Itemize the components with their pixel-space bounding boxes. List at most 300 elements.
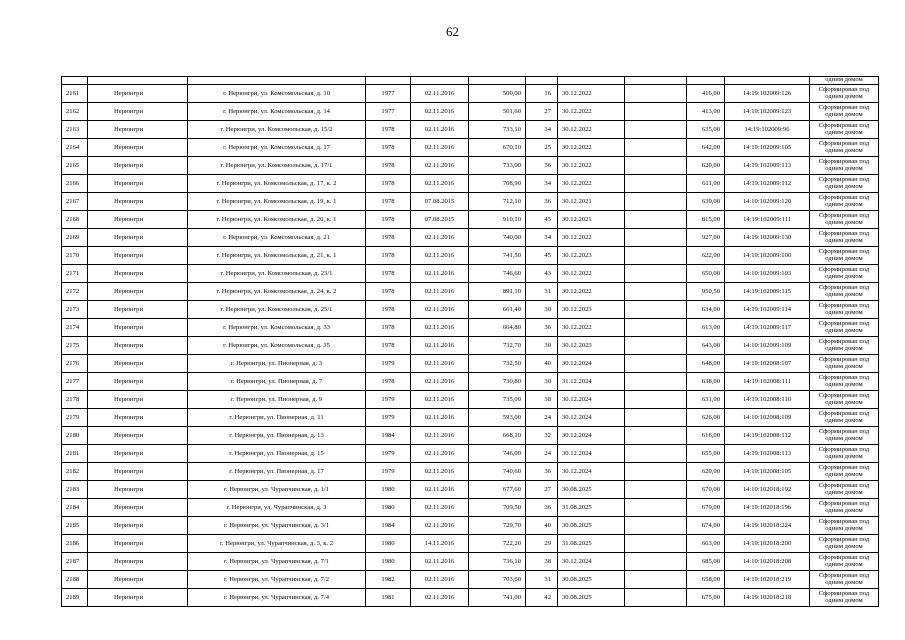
table-row <box>62 373 879 391</box>
cell-col-10: 14:19:102008:109 <box>725 409 810 427</box>
cell-col-3: 1978 <box>366 121 411 139</box>
cell-col-2: г. Нерюнгри, ул. Комсомольская, д. 20, к. 1 <box>188 211 366 229</box>
cell-note <box>810 175 879 193</box>
cell-col-5: 741,50 <box>469 247 526 265</box>
cell-col-3: 1980 <box>366 499 411 517</box>
cell-col-3: 1978 <box>366 337 411 355</box>
cell-col-4: 07.08.2015 <box>411 193 469 211</box>
note-line-2: одним домом <box>825 578 863 586</box>
cell-col-2: г. Нерюнгри, ул. Комсомольская, д. 24, к. 2 <box>188 283 366 301</box>
page-number: 62 <box>446 24 459 39</box>
cell-col-10: 14:19:102008:110 <box>725 391 810 409</box>
cell-note <box>810 85 879 103</box>
table-row <box>62 553 879 571</box>
cell-col-10: 14:19:102009:120 <box>725 193 810 211</box>
cell-col-4: 02.11.2016 <box>411 175 469 193</box>
cell-col-9: 416,00 <box>687 85 725 103</box>
cell-col-9: 648,00 <box>687 355 725 373</box>
cell-col-4: 02.11.2016 <box>411 373 469 391</box>
cell-col-9: 642,00 <box>687 139 725 157</box>
cell-col-8 <box>625 463 687 481</box>
cell-col-9: 650,00 <box>687 265 725 283</box>
cell-col-3: 1984 <box>366 427 411 445</box>
cell-col-7: 30.12.2022 <box>558 229 625 247</box>
cell-col-8 <box>625 373 687 391</box>
cell-col-5: 910,10 <box>469 211 526 229</box>
cell-col-8 <box>625 427 687 445</box>
note-line-1: Сформирован под <box>818 392 870 399</box>
cell-col-10: 14:19:102008:113 <box>725 445 810 463</box>
note-line-2: одним домом <box>825 146 863 154</box>
cell-col-3: 1978 <box>366 319 411 337</box>
note-line-2: одним домом <box>825 308 863 316</box>
cell-col-2: г. Нерюнгри, ул. Чурапчинская, д. 7/1 <box>188 553 366 571</box>
cell-col-9: 674,00 <box>687 517 725 535</box>
cell-col-8 <box>625 139 687 157</box>
cell-col-10: 14:19:102018:219 <box>725 571 810 589</box>
cell-col-1: Нерюнгри <box>88 571 188 589</box>
cell-col-10: 14:19:102008:105 <box>725 463 810 481</box>
cell-col-9: 927,00 <box>687 229 725 247</box>
cell-col-8 <box>625 175 687 193</box>
cell-col-9: 613,00 <box>687 319 725 337</box>
cell-note <box>810 427 879 445</box>
cell-col-0: 2179 <box>62 409 88 427</box>
cell-col-0: 2167 <box>62 193 88 211</box>
cell-col-6: 29 <box>526 535 558 553</box>
cell-col-9: 611,00 <box>687 175 725 193</box>
table-row <box>62 175 879 193</box>
cell-col-6: 43 <box>526 265 558 283</box>
cell-col-6: 31 <box>526 283 558 301</box>
cell-col-9: 634,00 <box>687 301 725 319</box>
note-line-2: одним домом <box>825 344 863 352</box>
cell-col-10: 14:19:102009:115 <box>725 283 810 301</box>
cell-col-0: 2165 <box>62 157 88 175</box>
cell-col-0: 2169 <box>62 229 88 247</box>
cell-col-8 <box>625 535 687 553</box>
cell-col-8 <box>625 391 687 409</box>
cell-col-3: 1978 <box>366 373 411 391</box>
table-row <box>62 121 879 139</box>
cell-col-9: 638,00 <box>687 373 725 391</box>
table-row <box>62 265 879 283</box>
note-line-2: одним домом <box>825 452 863 460</box>
note-line-2: одним домом <box>825 290 863 298</box>
cell-col-2: г. Нерюнгри, ул. Комсомольская, д. 10 <box>188 85 366 103</box>
cell-col-8 <box>625 355 687 373</box>
table-row <box>62 283 879 301</box>
note-line-2: одним домом <box>825 542 863 550</box>
cell-col-0: 2183 <box>62 481 88 499</box>
cell-col-10: 14:19:102009:111 <box>725 211 810 229</box>
table-row <box>62 535 879 553</box>
cell-col-5: 732,50 <box>469 355 526 373</box>
cell-col-8 <box>625 193 687 211</box>
cell-col-3: 1978 <box>366 139 411 157</box>
cell-col-0: 2170 <box>62 247 88 265</box>
cell-col-8 <box>625 121 687 139</box>
cell-col-7: 30.12.2022 <box>558 175 625 193</box>
continuation-note: одним домом <box>810 77 879 85</box>
cell-col-7: 30.12.2022 <box>558 139 625 157</box>
cell-col-7: 30.12.2022 <box>558 283 625 301</box>
cell-col-7: 30.12.2021 <box>558 211 625 229</box>
cell-col-2: г. Нерюнгри, ул. Комсомольская, д. 19, к. 1 <box>188 193 366 211</box>
table-row <box>62 193 879 211</box>
cell-col-3: 1979 <box>366 463 411 481</box>
cell-col-3: 1977 <box>366 85 411 103</box>
note-line-1: Сформирован под <box>818 140 870 147</box>
cell-col-6: 36 <box>526 463 558 481</box>
cell-col-9: 622,00 <box>687 247 725 265</box>
cell-col-1: Нерюнгри <box>88 229 188 247</box>
cell-col-0: 2186 <box>62 535 88 553</box>
note-line-1: Сформирован под <box>818 590 870 597</box>
cell-col-6: 30 <box>526 373 558 391</box>
cell-col-3: 1979 <box>366 391 411 409</box>
cell-note <box>810 139 879 157</box>
cell-col-0: 2177 <box>62 373 88 391</box>
cell-col-3: 1978 <box>366 301 411 319</box>
cell-note <box>810 121 879 139</box>
cell-col-3: 1978 <box>366 229 411 247</box>
cell-note <box>810 553 879 571</box>
cell-col-1: Нерюнгри <box>88 283 188 301</box>
cell-col-8 <box>625 499 687 517</box>
cell-note <box>810 157 879 175</box>
cell-col-8 <box>625 589 687 607</box>
note-line-2: одним домом <box>825 416 863 424</box>
cell-note <box>810 355 879 373</box>
cell-col-1: Нерюнгри <box>88 409 188 427</box>
cell-col-0: 2168 <box>62 211 88 229</box>
cell-col-10: 14:19:102008:107 <box>725 355 810 373</box>
table-row <box>62 103 879 121</box>
note-line-1: Сформирован под <box>818 320 870 327</box>
cell-col-4: 02.11.2016 <box>411 391 469 409</box>
cell-col-8 <box>625 517 687 535</box>
table-row-continuation <box>62 77 879 85</box>
note-line-2: одним домом <box>825 524 863 532</box>
cell-col-3: 1984 <box>366 517 411 535</box>
cell-note <box>810 517 879 535</box>
cell-note <box>810 283 879 301</box>
cell-col-10: 14:19:102018:208 <box>725 553 810 571</box>
cell-col-7: 30.08.2025 <box>558 589 625 607</box>
note-line-2: одним домом <box>825 434 863 442</box>
cell-col-6: 36 <box>526 193 558 211</box>
note-line-2: одним домом <box>825 398 863 406</box>
cell-col-9: 655,00 <box>687 445 725 463</box>
note-line-2: одним домом <box>825 110 863 118</box>
note-line-1: Сформирован под <box>818 464 870 471</box>
cell-col-8 <box>625 265 687 283</box>
note-line-2: одним домом <box>825 218 863 226</box>
cell-col-5: 501,60 <box>469 103 526 121</box>
cell-col-6: 30 <box>526 337 558 355</box>
cell-col-5: 729,70 <box>469 517 526 535</box>
cell-col-3: 1979 <box>366 445 411 463</box>
cell-col-10: 14:19:102009:112 <box>725 175 810 193</box>
note-line-1: Сформирован под <box>818 248 870 255</box>
cell-col-4: 02.11.2016 <box>411 139 469 157</box>
cell-col-8 <box>625 247 687 265</box>
cell-col-5: 891,10 <box>469 283 526 301</box>
cell-col-1: Нерюнгри <box>88 463 188 481</box>
cell-note <box>810 499 879 517</box>
cell-col-0: 2184 <box>62 499 88 517</box>
cell-col-3: 1978 <box>366 247 411 265</box>
table-row <box>62 139 879 157</box>
cell-col-10: 14:19:102009:114 <box>725 301 810 319</box>
cell-col-9: 620,00 <box>687 157 725 175</box>
cell-note <box>810 301 879 319</box>
cell-col-1: Нерюнгри <box>88 355 188 373</box>
cell-col-6: 30 <box>526 301 558 319</box>
cell-col-1: Нерюнгри <box>88 589 188 607</box>
cell-col-2: г. Нерюнгри, ул. Комсомольская, д. 25/1 <box>188 301 366 319</box>
note-line-1: Сформирован под <box>818 158 870 165</box>
cell-note <box>810 193 879 211</box>
cell-col-2: г. Нерюнгри, ул. Комсомольская, д. 17/1 <box>188 157 366 175</box>
cell-col-0: 2171 <box>62 265 88 283</box>
cell-col-7: 30.08.2025 <box>558 517 625 535</box>
cell-note <box>810 211 879 229</box>
cell-col-9: 620,00 <box>687 463 725 481</box>
cell-col-9: 670,00 <box>687 481 725 499</box>
note-line-1: Сформирован под <box>818 194 870 201</box>
table-row <box>62 391 879 409</box>
cell-col-7: 30.08.2025 <box>558 481 625 499</box>
table-row <box>62 211 879 229</box>
cell-col-6: 36 <box>526 319 558 337</box>
cell-col-7: 30.12.2022 <box>558 103 625 121</box>
cell-col-1: Нерюнгри <box>88 445 188 463</box>
cell-col-7: 30.12.2022 <box>558 157 625 175</box>
cell-col-8 <box>625 445 687 463</box>
note-line-1: Сформирован под <box>818 500 870 507</box>
table-row <box>62 319 879 337</box>
cell-col-10: 14:19:102018:200 <box>725 535 810 553</box>
note-line-1: Сформирован под <box>818 446 870 453</box>
note-line-1: Сформирован под <box>818 122 870 129</box>
cell-col-9: 815,00 <box>687 211 725 229</box>
cell-col-5: 712,10 <box>469 193 526 211</box>
housing-registry-table <box>61 76 879 607</box>
cell-col-9: 643,00 <box>687 337 725 355</box>
cell-col-5: 677,60 <box>469 481 526 499</box>
cell-col-7: 30.12.2024 <box>558 553 625 571</box>
cell-col-4: 02.11.2016 <box>411 85 469 103</box>
cell-col-1: Нерюнгри <box>88 319 188 337</box>
cell-note <box>810 247 879 265</box>
note-line-2: одним домом <box>825 272 863 280</box>
note-line-2: одним домом <box>825 470 863 478</box>
cell-col-7: 31.08.2025 <box>558 499 625 517</box>
cell-col-7: 30.12.2022 <box>558 85 625 103</box>
note-line-2: одним домом <box>825 488 863 496</box>
cell-col-7: 30.08.2025 <box>558 571 625 589</box>
cell-col-6: 38 <box>526 553 558 571</box>
note-line-2: одним домом <box>825 596 863 604</box>
cell-col-7: 30.12.2024 <box>558 409 625 427</box>
cell-col-0: 2175 <box>62 337 88 355</box>
table-row <box>62 571 879 589</box>
table-row <box>62 517 879 535</box>
cell-note <box>810 535 879 553</box>
cell-col-3: 1980 <box>366 553 411 571</box>
cell-col-10: 14:19:102009:96 <box>725 121 810 139</box>
cell-col-3: 1982 <box>366 571 411 589</box>
cell-col-2: г. Нерюнгри, ул. Чурапчинская, д. 7/2 <box>188 571 366 589</box>
cell-col-10: 14:19:102009:109 <box>725 337 810 355</box>
note-line-1: Сформирован под <box>818 338 870 345</box>
cell-col-10: 14:19:102009:117 <box>725 319 810 337</box>
cell-col-4: 02.11.2016 <box>411 463 469 481</box>
cell-col-5: 736,10 <box>469 553 526 571</box>
cell-col-0: 2176 <box>62 355 88 373</box>
table-row <box>62 247 879 265</box>
note-line-2: одним домом <box>825 164 863 172</box>
cell-col-1: Нерюнгри <box>88 139 188 157</box>
cell-col-7: 30.12.2024 <box>558 355 625 373</box>
cell-col-6: 36 <box>526 157 558 175</box>
cell-col-4: 02.11.2016 <box>411 103 469 121</box>
cell-col-2: г. Нерюнгри, ул. Пионерная, д. 17 <box>188 463 366 481</box>
cell-col-2: г. Нерюнгри, ул. Чурапчинская, д. 7/4 <box>188 589 366 607</box>
cell-col-5: 730,80 <box>469 373 526 391</box>
cell-col-4: 02.11.2016 <box>411 427 469 445</box>
note-line-1: Сформирован под <box>818 212 870 219</box>
cell-col-10: 14:19:102009:105 <box>725 139 810 157</box>
note-line-1: Сформирован под <box>818 536 870 543</box>
cell-col-0: 2173 <box>62 301 88 319</box>
cell-col-8 <box>625 283 687 301</box>
cell-col-4: 07.08.2015 <box>411 211 469 229</box>
cell-col-1: Нерюнгри <box>88 301 188 319</box>
cell-col-0: 2163 <box>62 121 88 139</box>
cell-col-6: 25 <box>526 139 558 157</box>
cell-col-2: г. Нерюнгри, ул. Пионерная, д. 15 <box>188 445 366 463</box>
cell-col-8 <box>625 337 687 355</box>
cell-col-4: 02.11.2016 <box>411 319 469 337</box>
cell-col-2: г. Нерюнгри, ул. Пионерная, д. 7 <box>188 373 366 391</box>
cell-col-2: г. Нерюнгри, ул. Чурапчинская, д. 3, к. 2 <box>188 535 366 553</box>
cell-col-0: 2172 <box>62 283 88 301</box>
cell-col-3: 1978 <box>366 283 411 301</box>
note-line-1: Сформирован под <box>818 86 870 93</box>
cell-col-2: г. Нерюнгри, ул. Комсомольская, д. 15/2 <box>188 121 366 139</box>
cell-col-1: Нерюнгри <box>88 121 188 139</box>
cell-col-7: 30.12.2022 <box>558 265 625 283</box>
cell-col-3: 1980 <box>366 535 411 553</box>
cell-col-5: 708,90 <box>469 175 526 193</box>
cell-col-1: Нерюнгри <box>88 391 188 409</box>
cell-col-6: 16 <box>526 85 558 103</box>
table-row <box>62 157 879 175</box>
cell-col-2: г. Нерюнгри, ул. Пионерная, д. 9 <box>188 391 366 409</box>
cell-col-6: 36 <box>526 499 558 517</box>
cell-col-5: 741,00 <box>469 589 526 607</box>
cell-col-7: 30.12.2021 <box>558 193 625 211</box>
cell-note <box>810 445 879 463</box>
note-line-1: Сформирован под <box>818 410 870 417</box>
cell-col-1: Нерюнгри <box>88 553 188 571</box>
cell-note <box>810 373 879 391</box>
cell-col-6: 34 <box>526 229 558 247</box>
note-line-1: Сформирован под <box>818 554 870 561</box>
cell-col-0: 2166 <box>62 175 88 193</box>
cell-col-9: 616,00 <box>687 427 725 445</box>
cell-col-0: 2162 <box>62 103 88 121</box>
note-line-1: Сформирован под <box>818 518 870 525</box>
cell-col-9: 626,00 <box>687 409 725 427</box>
cell-col-3: 1978 <box>366 211 411 229</box>
cell-col-0: 2161 <box>62 85 88 103</box>
note-line-2: одним домом <box>825 560 863 568</box>
cell-col-6: 45 <box>526 247 558 265</box>
cell-col-2: г. Нерюнгри, ул. Комсомольская, д. 35 <box>188 337 366 355</box>
note-line-2: одним домом <box>825 254 863 262</box>
cell-col-7: 30.12.2023 <box>558 301 625 319</box>
cell-col-4: 02.11.2016 <box>411 589 469 607</box>
cell-col-8 <box>625 103 687 121</box>
table-row <box>62 409 879 427</box>
cell-col-9: 658,00 <box>687 571 725 589</box>
cell-col-1: Нерюнгри <box>88 499 188 517</box>
cell-col-4: 02.11.2016 <box>411 499 469 517</box>
note-line-2: одним домом <box>825 326 863 334</box>
cell-col-5: 664,80 <box>469 319 526 337</box>
cell-col-6: 40 <box>526 517 558 535</box>
cell-col-2: г. Нерюнгри, ул. Чурапчинская, д. 3/1 <box>188 517 366 535</box>
cell-col-4: 02.11.2016 <box>411 247 469 265</box>
cell-col-0: 2188 <box>62 571 88 589</box>
cell-col-1: Нерюнгри <box>88 247 188 265</box>
cell-col-2: г. Нерюнгри, ул. Пионерная, д. 11 <box>188 409 366 427</box>
note-line-1: Сформирован под <box>818 104 870 111</box>
cell-col-2: г. Нерюнгри, ул. Комсомольская, д. 21, к. 1 <box>188 247 366 265</box>
cell-col-4: 02.11.2016 <box>411 265 469 283</box>
cell-col-0: 2181 <box>62 445 88 463</box>
note-line-1: Сформирован под <box>818 374 870 381</box>
cell-col-5: 746,00 <box>469 445 526 463</box>
cell-col-7: 30.12.2023 <box>558 247 625 265</box>
cell-col-8 <box>625 409 687 427</box>
cell-col-7: 31.12.2024 <box>558 373 625 391</box>
cell-col-0: 2180 <box>62 427 88 445</box>
cell-note <box>810 571 879 589</box>
cell-col-9: 950,50 <box>687 283 725 301</box>
cell-col-8 <box>625 481 687 499</box>
cell-col-9: 639,00 <box>687 193 725 211</box>
cell-col-1: Нерюнгри <box>88 157 188 175</box>
cell-col-1: Нерюнгри <box>88 175 188 193</box>
cell-col-9: 413,00 <box>687 103 725 121</box>
cell-col-3: 1981 <box>366 589 411 607</box>
cell-col-2: г. Нерюнгри, ул. Комсомольская, д. 21 <box>188 229 366 247</box>
cell-col-9: 635,00 <box>687 121 725 139</box>
cell-col-9: 679,00 <box>687 499 725 517</box>
cell-col-1: Нерюнгри <box>88 85 188 103</box>
cell-col-10: 14:19:102018:192 <box>725 481 810 499</box>
cell-col-4: 02.11.2016 <box>411 301 469 319</box>
note-line-2: одним домом <box>825 182 863 190</box>
cell-col-4: 02.11.2016 <box>411 157 469 175</box>
cell-col-3: 1979 <box>366 409 411 427</box>
cell-col-4: 02.11.2016 <box>411 571 469 589</box>
